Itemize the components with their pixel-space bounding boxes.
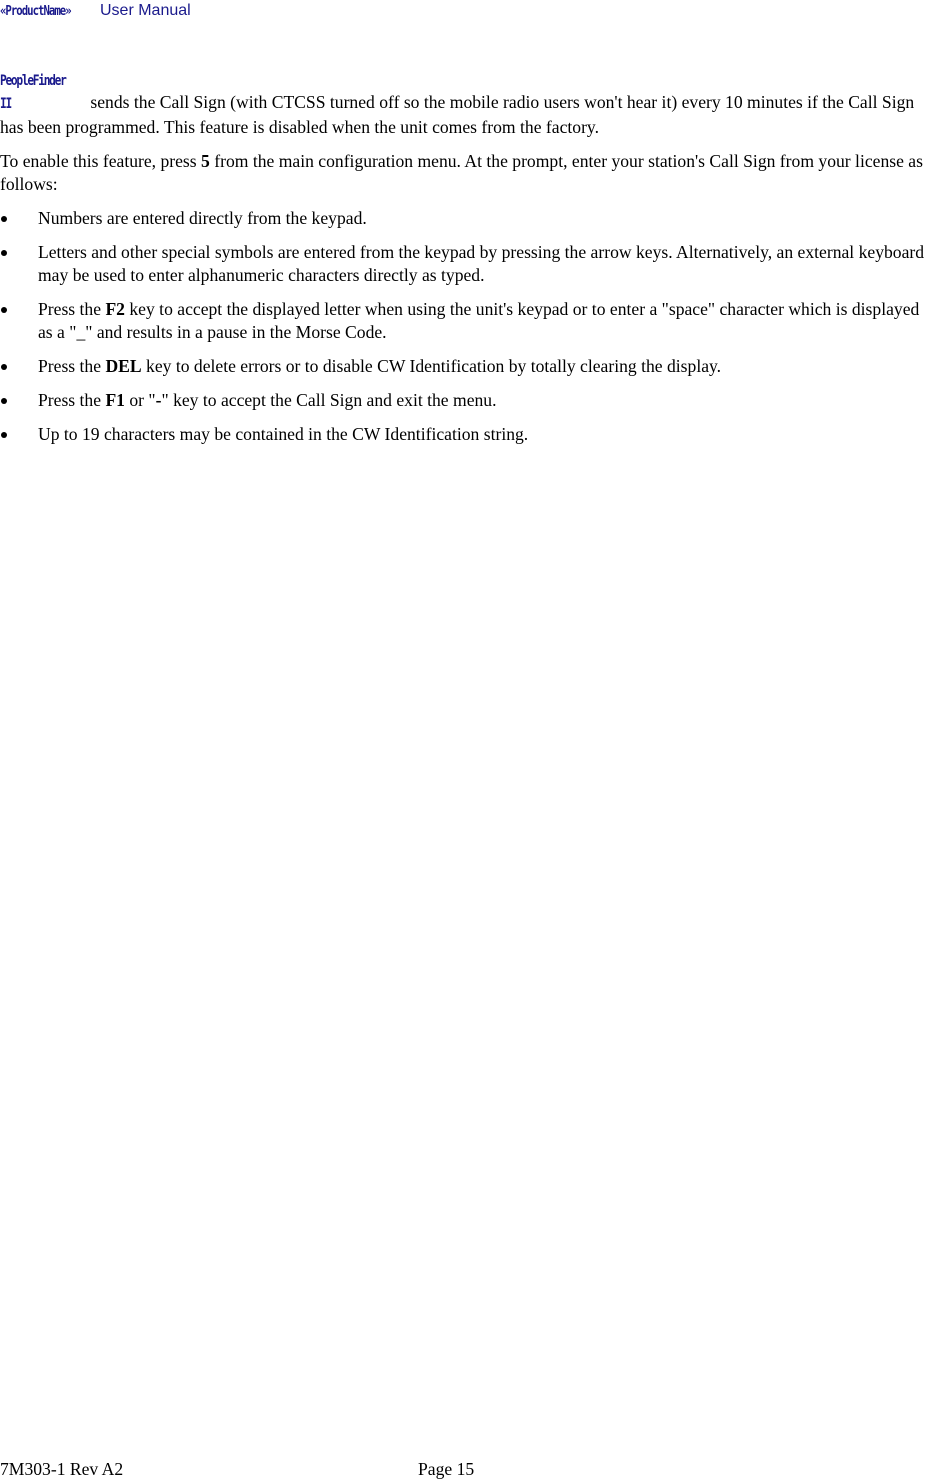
list-item-text-after: " key to accept the Call Sign and exit the menu. — [161, 390, 497, 410]
footer-page-number: Page 15 — [418, 1459, 475, 1479]
bullet-dot-icon — [1, 307, 7, 313]
intro-text: sends the Call Sign (with CTCSS turned off so the mobile radio users won't hear it) every 10 minutes if the Call Sign has been programmed. This feature is disabled when the unit comes from the factory. — [0, 92, 915, 137]
enable-key: 5 — [201, 151, 210, 171]
list-item-key: DEL — [105, 356, 142, 376]
list-item-key: F1 — [105, 390, 125, 410]
header-title: User Manual — [100, 2, 191, 19]
bullet-dot-icon — [1, 216, 7, 222]
footer-doc-id: 7M303-1 Rev A2 — [0, 1459, 124, 1479]
list-item-key: F2 — [105, 299, 125, 319]
list-item-text-after: key to delete errors or to disable CW Identification by totally clearing the display. — [141, 356, 722, 376]
list-item — [0, 355, 928, 378]
bullet-dot-icon — [1, 432, 7, 438]
list-item-text: Letters and other special symbols are entered from the keypad by pressing the arrow keys. Alternatively, an external keyboard may be used to enter alphanumeric characters directly as typed. — [38, 242, 925, 285]
bullet-dot-icon — [1, 364, 7, 370]
bullet-dot-icon — [1, 398, 7, 404]
enable-text-after: from the main configuration menu. At the prompt, enter your station's Call Sign from your license as follows: — [0, 151, 923, 194]
list-item-text-after: key to accept the displayed letter when using the unit's keypad or to enter a "space" character which is displayed as a "_" and results in a pause in the Morse Code. — [38, 299, 920, 342]
instruction-list — [0, 207, 933, 446]
list-item-text-before: Press the — [38, 299, 106, 319]
bullet-dot-icon — [1, 250, 7, 256]
list-item-text-mid: or " — [124, 390, 156, 410]
header-product-name: «ProductName» — [0, 3, 71, 19]
list-item — [0, 298, 928, 344]
inline-product-name: PeopleFinder II — [0, 73, 66, 112]
list-item-key-secondary: - — [155, 390, 162, 410]
enable-text-before: To enable this feature, press — [0, 151, 202, 171]
list-item — [0, 389, 928, 412]
list-item — [0, 423, 928, 446]
list-item-text: Up to 19 characters may be contained in the CW Identification string. — [38, 424, 529, 444]
enable-paragraph — [0, 150, 933, 196]
list-item-text-before: Press the — [38, 356, 106, 376]
list-item — [0, 241, 928, 287]
list-item-text: Numbers are entered directly from the keypad. — [38, 208, 367, 228]
page-header — [0, 0, 191, 22]
list-item-text-before: Press the — [38, 390, 106, 410]
list-item — [0, 207, 928, 230]
document-body — [0, 70, 933, 457]
intro-paragraph — [0, 70, 933, 139]
